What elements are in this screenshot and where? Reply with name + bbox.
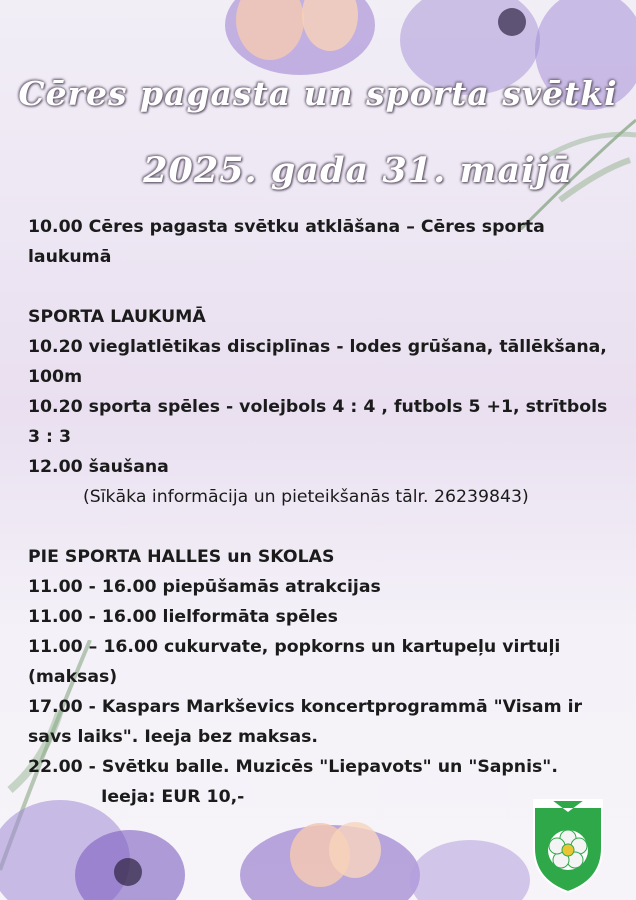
event-date: 2025. gada 31. maijā xyxy=(143,150,573,191)
page-title: Cēres pagasta un sporta svētki xyxy=(18,74,618,113)
list-item: 10.20 vieglatlētikas disciplīnas - lodes grūšana, tāllēkšana, 100m xyxy=(28,337,607,387)
flower-decoration-top xyxy=(0,0,636,230)
coat-of-arms-icon xyxy=(532,798,604,894)
list-item: 12.00 šaušana xyxy=(28,457,169,477)
info-note: (Sīkāka informācija un pieteikšanās tālr. 26239843) xyxy=(83,487,529,507)
opening-item: 10.00 Cēres pagasta svētku atklāšana – Cēres sporta laukumā xyxy=(28,217,545,267)
entry-fee: Ieeja: EUR 10,- xyxy=(101,787,245,807)
program-content xyxy=(28,212,618,812)
list-item: 11.00 - 16.00 piepūšamās atrakcijas xyxy=(28,577,381,597)
list-item: 22.00 - Svētku balle. Muzicēs "Liepavots" un "Sapnis". xyxy=(28,757,558,777)
list-item: 10.20 sporta spēles - volejbols 4 : 4 , futbols 5 +1, strītbols 3 : 3 xyxy=(28,397,608,447)
section-heading-sports-hall: PIE SPORTA HALLES un SKOLAS xyxy=(28,547,335,567)
list-item: 11.00 - 16.00 lielformāta spēles xyxy=(28,607,338,627)
list-item: 11.00 – 16.00 cukurvate, popkorns un kartupeļu virtuļi (maksas) xyxy=(28,637,561,687)
section-heading-sports-field: SPORTA LAUKUMĀ xyxy=(28,307,206,327)
list-item: 17.00 - Kaspars Markševics koncertprogrammā "Visam ir savs laiks". Ieeja bez maksas. xyxy=(28,697,583,747)
